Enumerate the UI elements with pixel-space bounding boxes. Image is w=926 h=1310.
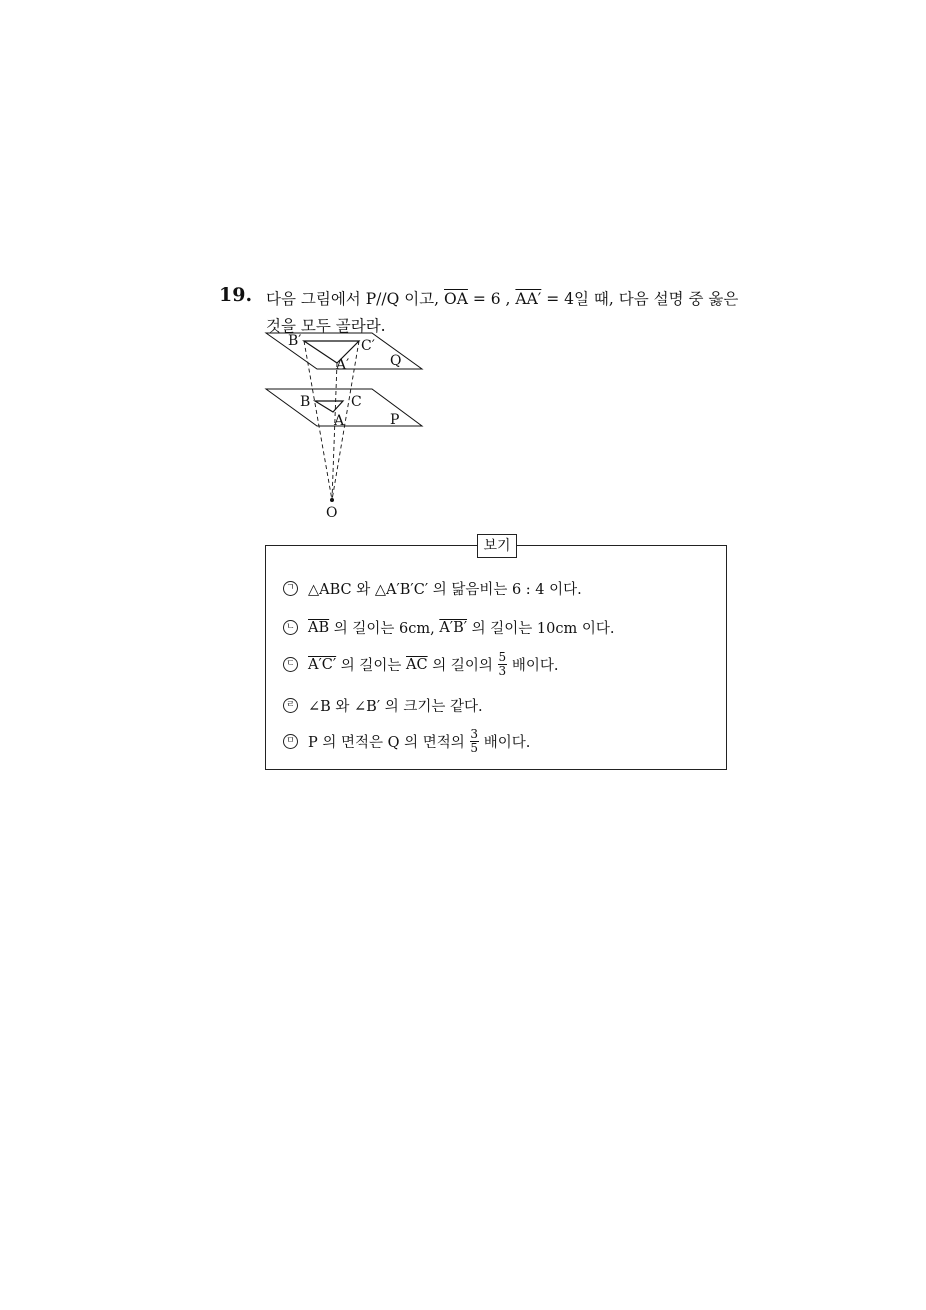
fraction-denominator: 3 <box>498 664 507 678</box>
statement-text: 의 길이의 <box>427 658 493 674</box>
example-box-title: 보기 <box>477 534 517 558</box>
statement-1 <box>283 578 582 599</box>
label-b-prime: B′ <box>288 333 302 349</box>
geometry-figure <box>260 328 440 528</box>
fraction-numerator: 5 <box>498 650 507 664</box>
projection-lines <box>304 341 359 500</box>
segment-ab: $\overline{AB}$ <box>308 619 330 636</box>
marker-circle: ㄷ <box>283 657 298 672</box>
label-q: Q <box>390 353 402 369</box>
fraction-denominator: 5 <box>470 741 479 755</box>
label-a: A <box>334 413 345 429</box>
statement-text: 배이다. <box>511 658 559 674</box>
statement-text: ∠B 와 ∠B′ 의 크기는 같다. <box>308 699 483 715</box>
segment-a-prime-c-prime: A′C′ <box>308 656 337 673</box>
segment-a-prime-b-prime: A′B′ <box>439 619 468 636</box>
fraction-3-5 <box>470 728 479 755</box>
fraction-numerator: 3 <box>470 727 479 741</box>
statement-text: 의 길이는 <box>336 658 407 674</box>
label-p: P <box>390 412 400 428</box>
label-a-prime: A′ <box>336 357 350 373</box>
fraction-5-3 <box>498 651 507 678</box>
marker-circle: ㅁ <box>283 734 298 749</box>
question-text-line2: 것을 모두 골라라. <box>266 317 386 335</box>
question-text-line1 <box>266 287 738 309</box>
label-c-prime: C′ <box>361 338 375 354</box>
statement-text: △ABC 와 △A′B′C′ 의 닮음비는 6 : 4 이다. <box>308 582 582 598</box>
segment-ac: $\overline{AC}$ <box>406 656 428 673</box>
triangle-abc <box>315 401 343 412</box>
statement-2 <box>283 617 614 638</box>
label-b: B <box>300 394 311 410</box>
statement-text: P 의 면적은 Q 의 면적의 <box>308 735 465 751</box>
statement-4 <box>283 695 483 716</box>
triangle-a-prime-b-prime-c-prime <box>304 341 359 363</box>
marker-circle: ㄱ <box>283 581 298 596</box>
question-text-part: 다음 그림에서 P//Q 이고, <box>266 290 445 308</box>
marker-circle: ㄴ <box>283 620 298 635</box>
question-text-part: = 4일 때, 다음 설명 중 옳은 <box>541 290 739 308</box>
statement-text: 배이다. <box>483 735 531 751</box>
statement-5 <box>283 728 530 755</box>
label-o: O <box>326 505 338 521</box>
statement-text: 의 길이는 6cm, <box>329 621 440 637</box>
marker-circle: ㄹ <box>283 698 298 713</box>
segment-aa-prime: AA′ <box>515 290 542 308</box>
label-c: C <box>351 394 362 410</box>
question-number: 19. <box>219 284 253 306</box>
point-o <box>330 498 334 502</box>
statement-text: 의 길이는 10cm 이다. <box>467 621 615 637</box>
segment-oa: $\overline{OA}$ <box>444 290 468 308</box>
statement-3 <box>283 651 558 678</box>
question-text-part: = 6 , <box>467 290 516 308</box>
